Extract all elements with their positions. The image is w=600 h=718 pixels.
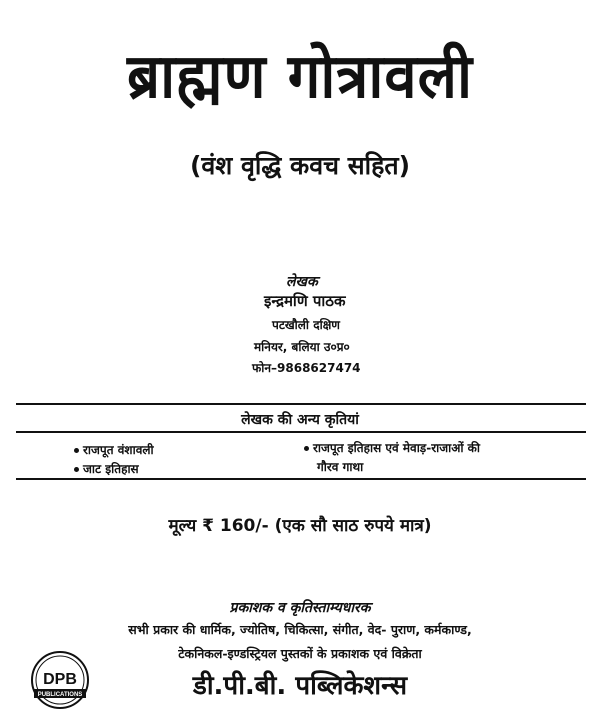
publisher-name: डी.पी.बी. पब्लिकेशन्स	[192, 671, 408, 701]
price-line: मूल्य ₹ 160/- (एक सौ साठ रुपये मात्र)	[168, 516, 432, 536]
publisher-label: प्रकाशक व कृतिस्ताम्यधारक	[229, 600, 371, 616]
bullet-icon	[74, 467, 79, 472]
other-works-heading: लेखक की अन्य कृतियां	[241, 412, 359, 428]
bullet-icon	[74, 448, 79, 453]
bullet-icon	[304, 446, 309, 451]
publisher-logo-icon	[30, 650, 90, 710]
publisher-description-line1: सभी प्रकार की धार्मिक, ज्योतिष, चिकित्सा, संगीत, वेद- पुराण, कर्मकाण्ड,	[128, 622, 472, 637]
work-item	[304, 439, 480, 456]
author-address-line1: पटखौली दक्षिण	[272, 318, 340, 332]
divider-bottom	[16, 478, 586, 480]
divider-top	[16, 403, 586, 405]
author-address-line2: मनियर, बलिया उ०प्र०	[254, 340, 350, 354]
author-name: इन्द्रमणि पाठक	[264, 292, 346, 310]
work-item-label: जाट इतिहास	[83, 462, 139, 476]
logo-subtext: PUBLICATIONS	[37, 692, 83, 698]
work-item	[74, 460, 139, 477]
work-item-continuation: गौरव गाथा	[317, 460, 364, 474]
book-title: ब्राह्मण गोत्रावली	[126, 40, 474, 112]
author-phone: फोन–9868627474	[252, 361, 361, 375]
work-item-label: राजपूत वंशावली	[83, 443, 154, 457]
work-item	[74, 441, 154, 458]
author-label: लेखक	[286, 274, 318, 290]
book-subtitle: (वंश वृद्धि कवच सहित)	[189, 151, 411, 180]
publisher-description-line2: टेकनिकल-इण्डस्ट्रियल पुस्तकों के प्रकाशक एवं विक्रेता	[178, 646, 422, 661]
logo-text: DPB	[43, 671, 77, 688]
work-item-label: राजपूत इतिहास एवं मेवाड़-राजाओं की	[313, 441, 481, 455]
divider-middle	[16, 431, 586, 433]
